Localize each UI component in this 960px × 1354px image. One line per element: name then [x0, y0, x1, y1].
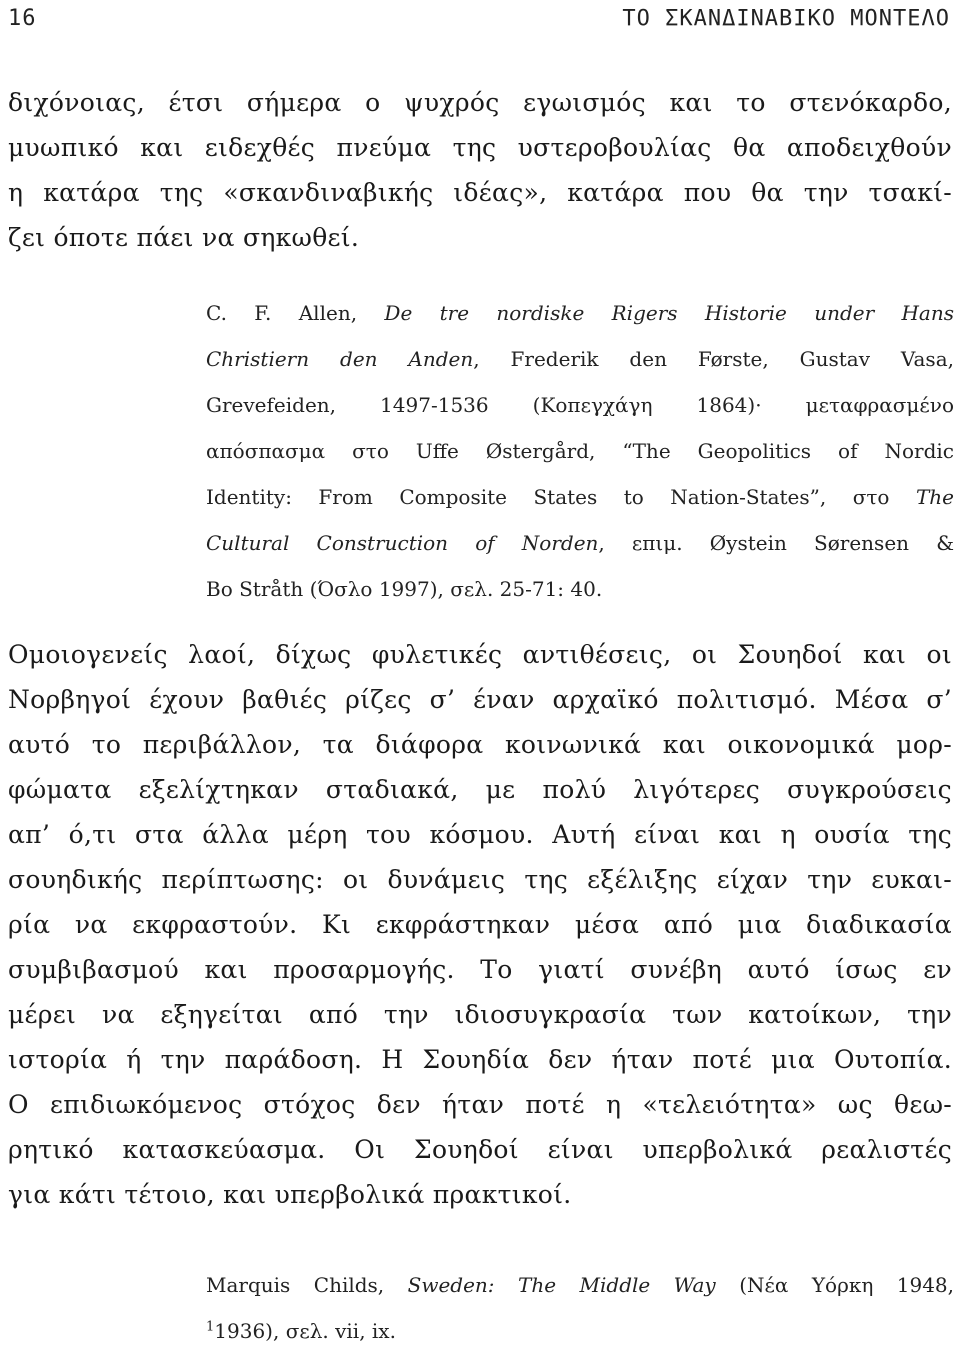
- citation-text: , επιμ. Øystein Sørensen &: [598, 531, 954, 555]
- page-number: 16: [8, 5, 37, 31]
- citation-line: απόσπασμα στο Uffe Østergård, “The Geopolitics of Nordic: [206, 439, 954, 463]
- book-title: Sweden: The Middle Way: [407, 1273, 716, 1297]
- text-line: φώματα εξελίχτηκαν σταδιακά, με πολύ λιγότερες συγκρούσεις: [8, 775, 952, 804]
- text-line: σουηδικής περίπτωσης: οι δυνάμεις της εξέλιξης είχαν την ευκαι-: [8, 865, 952, 894]
- text-line: ρητικό κατασκεύασμα. Οι Σουηδοί είναι υπερβολικά ρεαλιστές: [8, 1135, 952, 1164]
- citation-line: [206, 336, 954, 382]
- text-line: η κατάρα της «σκανδιναβικής ιδέας», κατάρα που θα την τσακί-: [8, 178, 952, 207]
- citation-text: Identity: From Composite States to Nation-States”, στο: [206, 485, 916, 509]
- paragraph-main: [8, 632, 952, 1217]
- text-line: αυτό το περιβάλλον, τα διάφορα κοινωνικά και οικονομικά μορ-: [8, 730, 952, 759]
- citation-line: Grevefeiden, 1497-1536 (Κοπεγχάγη 1864)· μεταφρασμένο: [206, 393, 954, 417]
- text-line: ζει όποτε πάει να σηκωθεί.: [8, 223, 360, 252]
- citation-text: 1936), σελ. vii, ix.: [214, 1319, 396, 1343]
- citation-text: , Frederik den Første, Gustav Vasa,: [473, 347, 954, 371]
- running-header: [8, 0, 950, 36]
- citation-line: [206, 1308, 954, 1354]
- citation-text: C. F. Allen,: [206, 301, 385, 325]
- text-line: απ’ ό,τι στα άλλα μέρη του κόσμου. Αυτή είναι και η ουσία της: [8, 820, 952, 849]
- book-title: De tre nordiske Rigers Historie under Hans: [384, 301, 954, 325]
- running-title: ΤΟ ΣΚΑΝΔΙΝΑΒΙΚΟ ΜΟΝΤΕΛΟ: [622, 5, 950, 31]
- text-line: διχόνοιας, έτσι σήμερα ο ψυχρός εγωισμός και το στενόκαρδο,: [8, 88, 952, 117]
- book-title: Cultural Construction of Norden: [206, 531, 599, 555]
- citation-text: (Νέα Υόρκη 1948,: [715, 1273, 954, 1297]
- epigraph-citation-childs: [206, 1262, 954, 1354]
- citation-line: [206, 520, 954, 566]
- citation-text: Marquis Childs,: [206, 1273, 408, 1297]
- citation-line: Bo Stråth (Όσλο 1997), σελ. 25-71: 40.: [206, 577, 603, 601]
- text-line: ρία να εκφραστούν. Κι εκφράστηκαν μέσα από μια διαδικασία: [8, 910, 952, 939]
- text-line: Νορβηγοί έχουν βαθιές ρίζες σ’ έναν αρχαϊκό πολιτισμό. Μέσα σ’: [8, 685, 952, 714]
- text-line: Ο επιδιωκόμενος στόχος δεν ήταν ποτέ η «τελειότητα» ως θεω-: [8, 1090, 952, 1119]
- text-line: για κάτι τέτοιο, και υπερβολικά πρακτικοί.: [8, 1180, 572, 1209]
- footnote-marker: 1: [206, 1319, 215, 1335]
- citation-line: [206, 474, 954, 520]
- text-line: συμβιβασμού και προσαρμογής. Το γιατί συνέβη αυτό ίσως εν: [8, 955, 952, 984]
- citation-line: [206, 290, 954, 336]
- text-line: μέρει να εξηγείται από την ιδιοσυγκρασία των κατοίκων, την: [8, 1000, 952, 1029]
- book-title: Christiern den Anden: [206, 347, 474, 371]
- text-line: Ομοιογενείς λαοί, δίχως φυλετικές αντιθέσεις, οι Σουηδοί και οι: [8, 640, 952, 669]
- epigraph-citation-allen: [206, 290, 954, 612]
- text-line: μυωπικό και ειδεχθές πνεύμα της υστεροβουλίας θα αποδειχθούν: [8, 133, 952, 162]
- paragraph-top: [8, 80, 952, 260]
- book-title: The: [915, 485, 954, 509]
- text-line: ιστορία ή την παράδοση. Η Σουηδία δεν ήταν ποτέ μια Ουτοπία.: [8, 1045, 952, 1074]
- citation-line: [206, 1262, 954, 1308]
